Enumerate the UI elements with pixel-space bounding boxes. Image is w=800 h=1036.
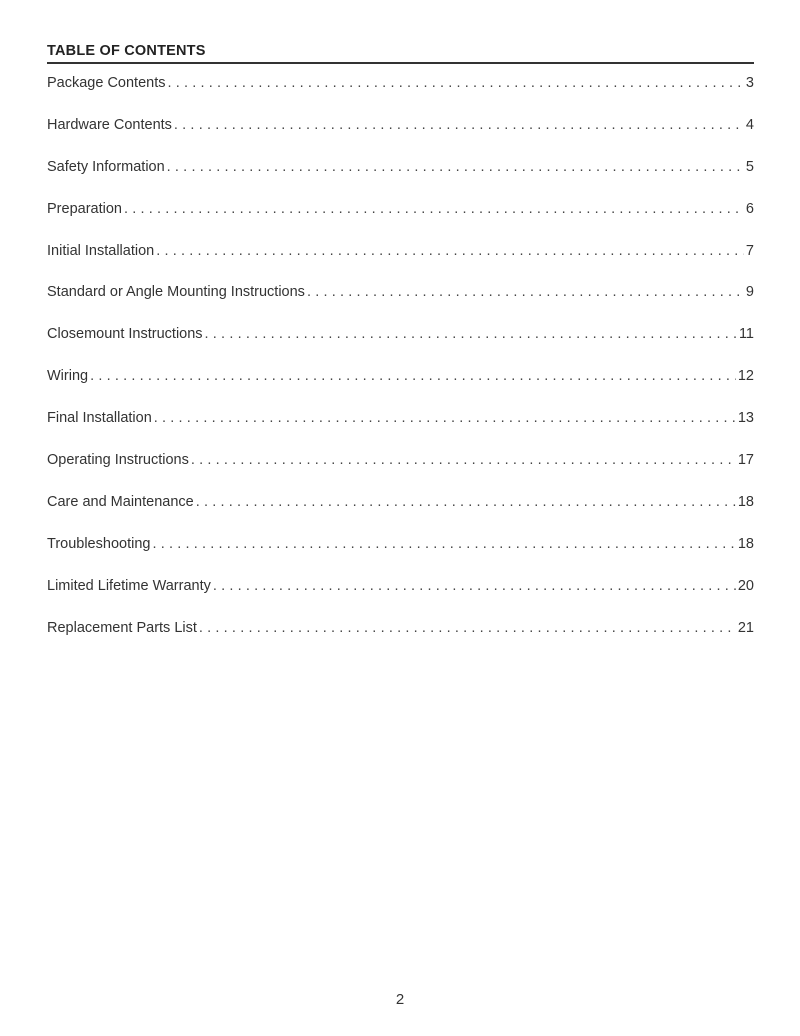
- toc-entry-safety-information[interactable]: [47, 157, 754, 199]
- toc-dot-leader: [196, 492, 736, 512]
- toc-entry-page: 4: [745, 116, 754, 133]
- toc-entry-label: Safety Information: [47, 158, 165, 175]
- toc-entry-label: Troubleshooting: [47, 535, 151, 552]
- toc-entry-label: Standard or Angle Mounting Instructions: [47, 284, 305, 301]
- page-number: 2: [395, 991, 405, 1008]
- toc-entry-page: 9: [745, 284, 754, 301]
- toc-entry-preparation[interactable]: [47, 199, 754, 241]
- toc-entry-care-maintenance[interactable]: [47, 492, 754, 534]
- toc-dot-leader: [152, 534, 735, 554]
- toc-dot-leader: [156, 241, 744, 261]
- toc-entry-label: Closemount Instructions: [47, 326, 203, 343]
- toc-entry-page: 6: [745, 200, 754, 217]
- toc-entry-label: Final Installation: [47, 410, 152, 427]
- toc-entry-standard-angle-mounting[interactable]: [47, 282, 754, 324]
- toc-entry-label: Replacement Parts List: [47, 619, 197, 636]
- toc-entry-label: Package Contents: [47, 75, 166, 91]
- toc-dot-leader: [205, 324, 737, 344]
- toc-entry-hardware-contents[interactable]: [47, 115, 754, 157]
- toc-entry-page: 5: [745, 158, 754, 175]
- toc-entry-label: Hardware Contents: [47, 116, 172, 133]
- toc-entry-wiring[interactable]: [47, 366, 754, 408]
- toc-entry-initial-installation[interactable]: [47, 241, 754, 283]
- toc-dot-leader: [174, 115, 744, 135]
- toc-dot-leader: [124, 199, 744, 219]
- toc-entry-closemount-instructions[interactable]: [47, 324, 754, 366]
- toc-entry-label: Initial Installation: [47, 242, 155, 259]
- toc-entry-package-contents[interactable]: [47, 73, 754, 115]
- toc-entry-limited-lifetime-warranty[interactable]: [47, 576, 754, 618]
- toc-entry-page: 7: [745, 242, 754, 259]
- toc-entry-label: Wiring: [47, 368, 89, 385]
- toc-dot-leader: [199, 618, 736, 638]
- toc-list: [47, 73, 754, 659]
- toc-entry-page: 12: [737, 368, 754, 385]
- toc-entry-label: Preparation: [47, 200, 122, 217]
- toc-entry-label: Care and Maintenance: [47, 493, 194, 510]
- toc-entry-replacement-parts-list[interactable]: [47, 618, 754, 660]
- toc-entry-troubleshooting[interactable]: [47, 534, 754, 576]
- toc-entry-page: 20: [737, 577, 754, 594]
- toc-entry-page: 11: [738, 326, 754, 343]
- toc-dot-leader: [154, 408, 736, 428]
- toc-entry-label: Operating Instructions: [47, 452, 189, 469]
- toc-entry-page: 3: [745, 75, 754, 91]
- toc-dot-leader: [168, 73, 744, 93]
- toc-entry-page: 13: [737, 410, 754, 427]
- toc-dot-leader: [167, 157, 744, 177]
- toc-dot-leader: [90, 366, 736, 386]
- toc-dot-leader: [307, 282, 744, 302]
- toc-heading: TABLE OF CONTENTS: [47, 43, 754, 64]
- toc-entry-label: Limited Lifetime Warranty: [47, 577, 211, 594]
- toc-entry-final-installation[interactable]: [47, 408, 754, 450]
- toc-dot-leader: [191, 450, 736, 470]
- toc-entry-page: 18: [737, 535, 754, 552]
- toc-entry-page: 21: [737, 619, 754, 636]
- toc-entry-page: 18: [737, 493, 754, 510]
- toc-dot-leader: [213, 576, 736, 596]
- toc-entry-page: 17: [737, 452, 754, 469]
- toc-entry-operating-instructions[interactable]: [47, 450, 754, 492]
